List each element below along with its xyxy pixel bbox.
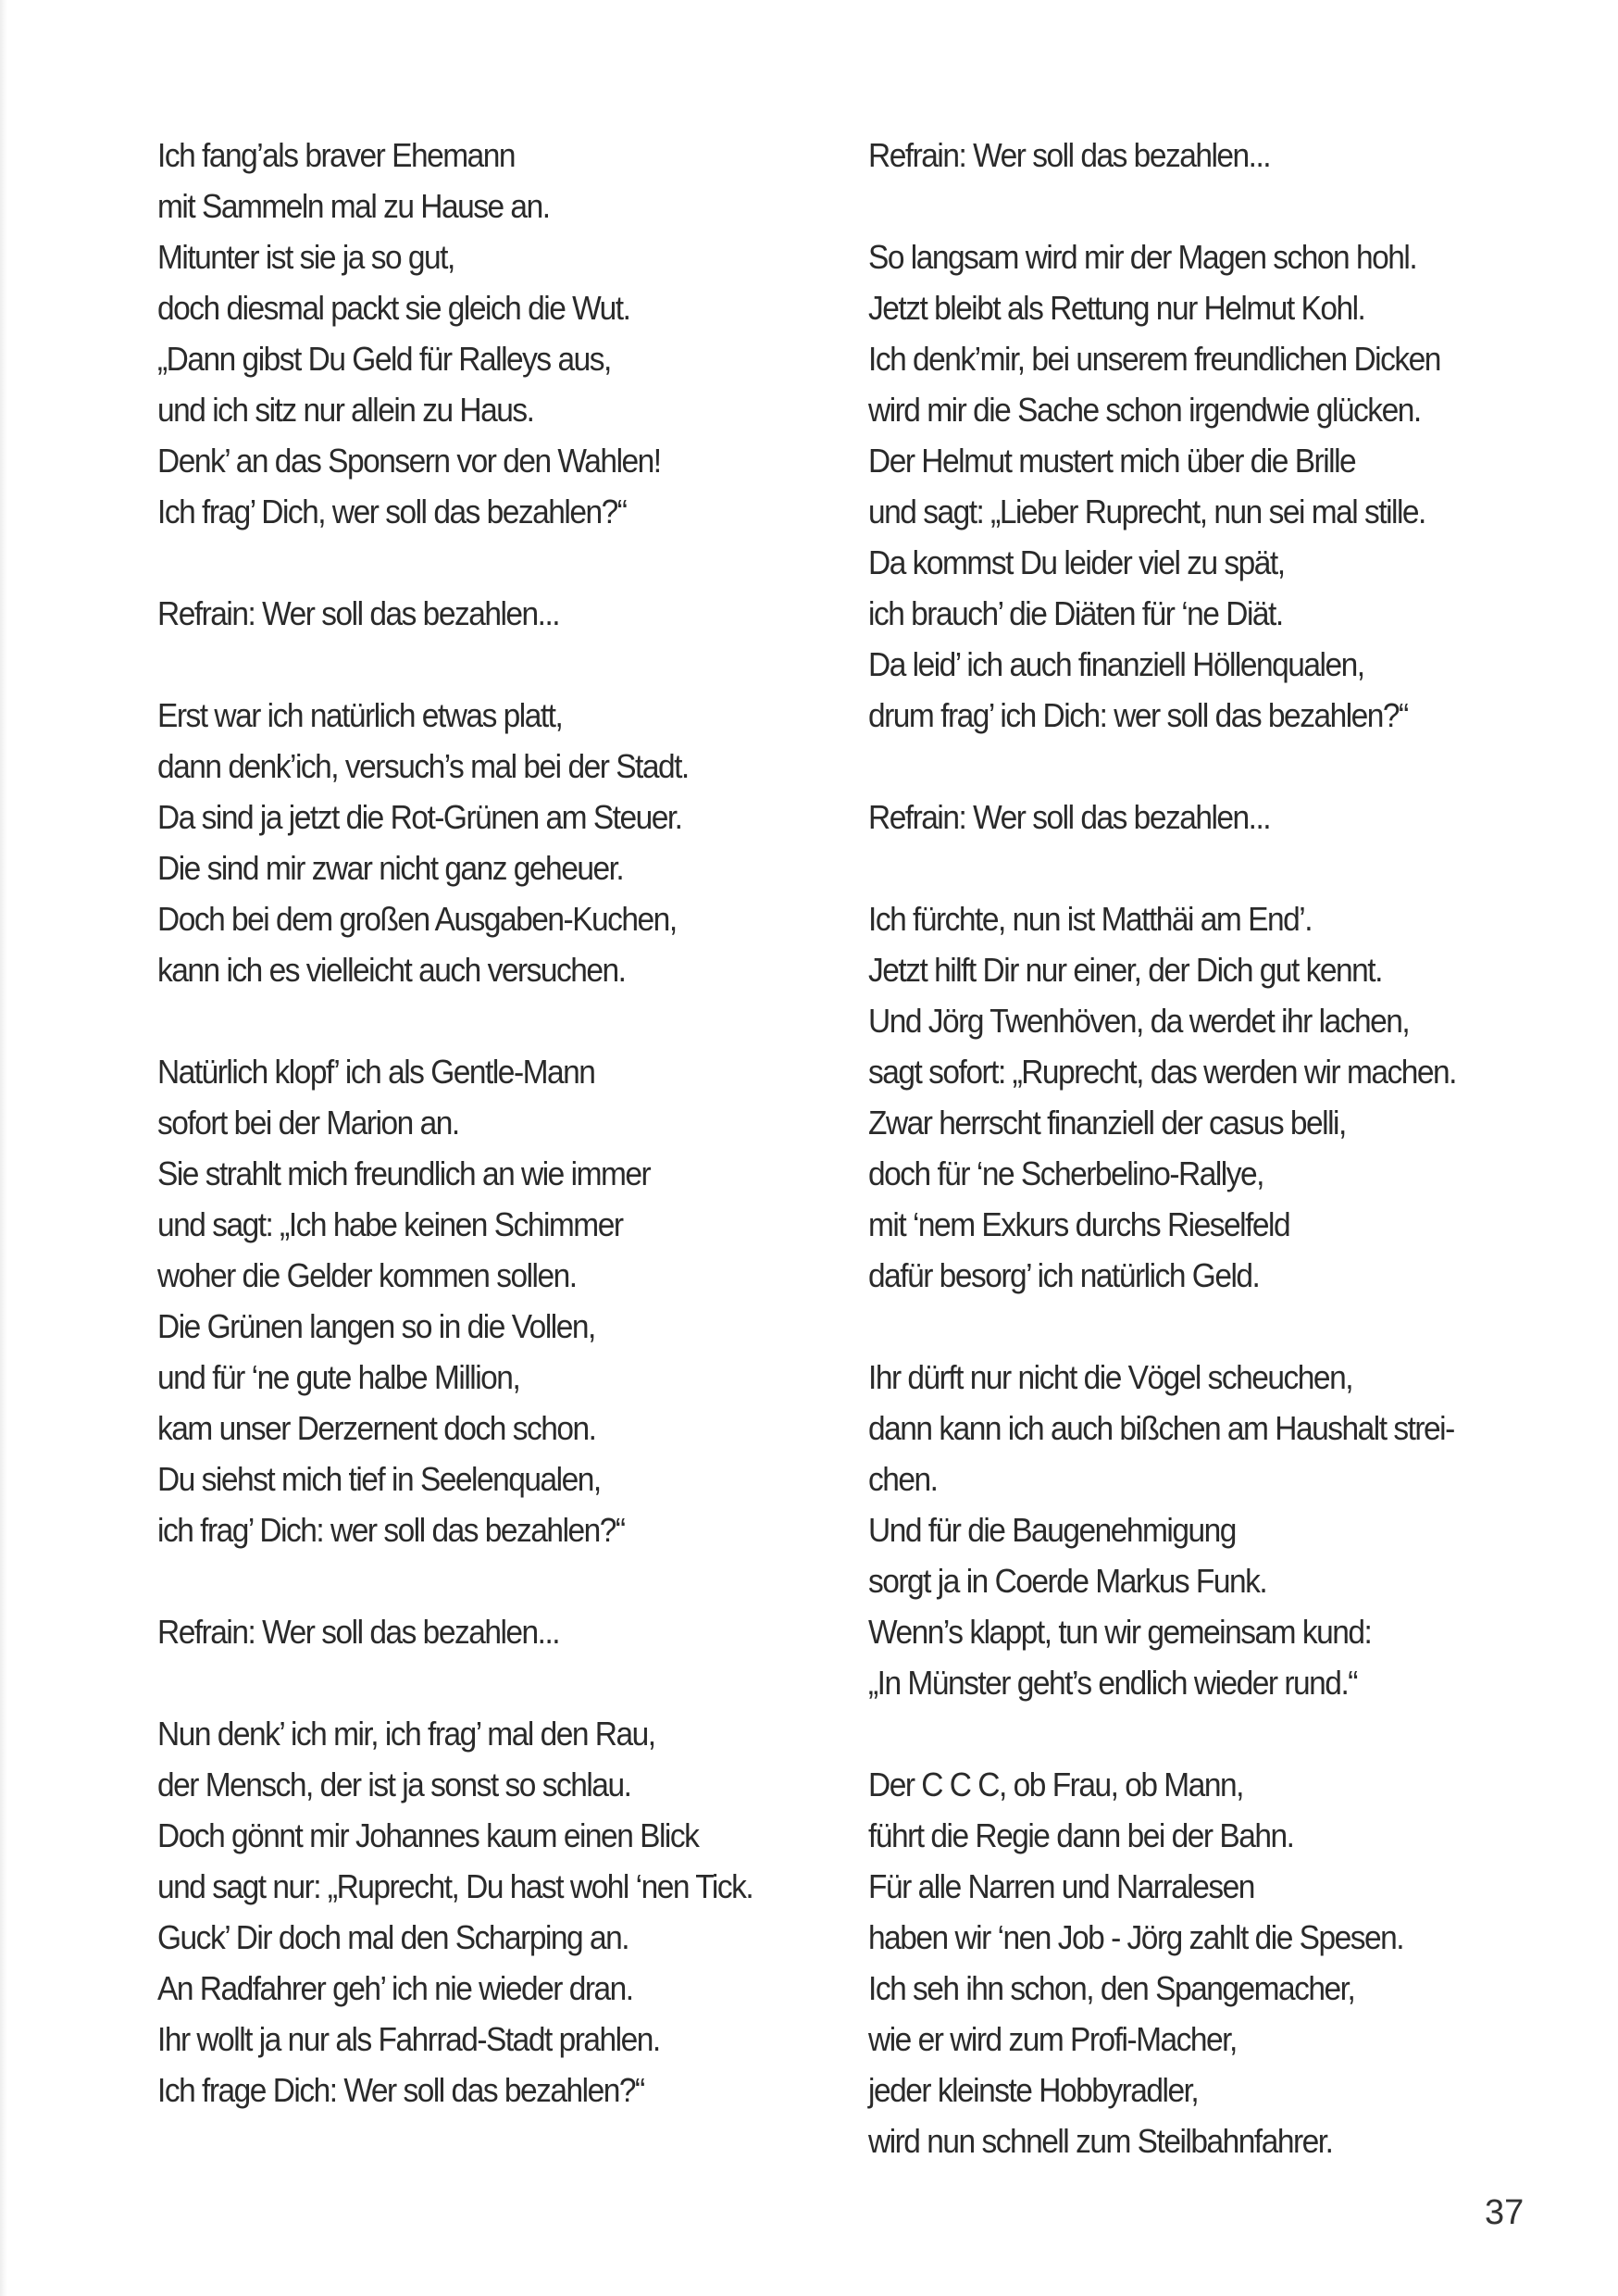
verse-line: und sagt nur: „Ruprecht, Du hast wohl ‘nen Tick.	[157, 1867, 753, 1905]
stanza	[157, 1708, 842, 2115]
verse-line: woher die Gelder kommen sollen.	[157, 1256, 577, 1294]
verse-line: Ich denk’mir, bei unserem freundlichen Dicken	[868, 340, 1440, 378]
verse-line: Und für die Baugenehmigung	[868, 1511, 1236, 1549]
verse-line: drum frag’ ich Dich: wer soll das bezahlen?“	[868, 696, 1408, 734]
verse-line: Da kommst Du leider viel zu spät,	[868, 543, 1285, 581]
verse-line: Der Helmut mustert mich über die Brille	[868, 442, 1356, 480]
verse-line: Die sind mir zwar nicht ganz geheuer.	[157, 849, 624, 887]
verse-line: Refrain: Wer soll das bezahlen...	[868, 136, 1271, 174]
verse-line: So langsam wird mir der Magen schon hohl.	[868, 238, 1417, 276]
verse-line: „Dann gibst Du Geld für Ralleys aus,	[157, 340, 611, 378]
verse-line: wird mir die Sache schon irgendwie glücken.	[868, 391, 1421, 429]
verse-line: und ich sitz nur allein zu Haus.	[157, 391, 534, 429]
stanza	[157, 1606, 842, 1657]
stanza	[868, 130, 1553, 181]
verse-line: Denk’ an das Sponsern vor den Wahlen!	[157, 442, 661, 480]
verse-line: Ich seh ihn schon, den Spangemacher,	[868, 1969, 1355, 2007]
verse-line: Die Grünen langen so in die Vollen,	[157, 1307, 595, 1345]
verse-line: Ihr dürft nur nicht die Vögel scheuchen,	[868, 1358, 1353, 1396]
verse-line: Refrain: Wer soll das bezahlen...	[157, 594, 560, 632]
verse-line: und sagt: „Lieber Ruprecht, nun sei mal stille.	[868, 493, 1425, 530]
verse-line: sorgt ja in Coerde Markus Funk.	[868, 1562, 1267, 1600]
verse-line: Da sind ja jetzt die Rot-Grünen am Steuer.	[157, 798, 682, 836]
stanza	[868, 792, 1553, 842]
verse-line: sofort bei der Marion an.	[157, 1104, 459, 1142]
verse-line: Ihr wollt ja nur als Fahrrad-Stadt prahlen.	[157, 2020, 660, 2058]
verse-line: Ich fang’als braver Ehemann	[157, 136, 516, 174]
verse-line: Refrain: Wer soll das bezahlen...	[157, 1613, 560, 1651]
verse-line: kam unser Derzernent doch schon.	[157, 1409, 596, 1447]
verse-line: Sie strahlt mich freundlich an wie immer	[157, 1154, 651, 1192]
verse-line: chen.	[868, 1460, 938, 1498]
verse-line: doch diesmal packt sie gleich die Wut.	[157, 289, 630, 327]
verse-line: „In Münster geht’s endlich wieder rund.“	[868, 1664, 1357, 1702]
verse-line: dann denk’ich, versuch’s mal bei der Stadt.	[157, 747, 689, 785]
verse-line: jeder kleinste Hobbyradler,	[868, 2071, 1199, 2109]
verse-line: Für alle Narren und Narralesen	[868, 1867, 1254, 1905]
verse-line: sagt sofort: „Ruprecht, das werden wir machen.	[868, 1053, 1456, 1091]
stanza	[868, 893, 1553, 1301]
verse-line: Doch gönnt mir Johannes kaum einen Blick	[157, 1816, 699, 1854]
left-column	[157, 130, 842, 2166]
page-edge	[0, 0, 7, 2296]
verse-line: Ich frag’ Dich, wer soll das bezahlen?“	[157, 493, 627, 530]
right-column	[868, 130, 1553, 2217]
stanza	[157, 1046, 842, 1555]
verse-line: Wenn’s klappt, tun wir gemeinsam kund:	[868, 1613, 1372, 1651]
verse-line: mit Sammeln mal zu Hause an.	[157, 187, 550, 225]
verse-line: haben wir ‘nen Job - Jörg zahlt die Spesen.	[868, 1918, 1404, 1956]
verse-line: Zwar herrscht finanziell der casus belli,	[868, 1104, 1346, 1142]
verse-line: Natürlich klopf’ ich als Gentle-Mann	[157, 1053, 595, 1091]
verse-line: wird nun schnell zum Steilbahnfahrer.	[868, 2122, 1333, 2160]
verse-line: kann ich es vielleicht auch versuchen.	[157, 951, 626, 989]
verse-line: Ich frage Dich: Wer soll das bezahlen?“	[157, 2071, 644, 2109]
verse-line: wie er wird zum Profi-Macher,	[868, 2020, 1237, 2058]
stanza	[868, 231, 1553, 741]
stanza	[157, 130, 842, 537]
verse-line: Erst war ich natürlich etwas platt,	[157, 696, 563, 734]
verse-line: An Radfahrer geh’ ich nie wieder dran.	[157, 1969, 633, 2007]
verse-line: und für ‘ne gute halbe Million,	[157, 1358, 520, 1396]
verse-line: und sagt: „Ich habe keinen Schimmer	[157, 1205, 623, 1243]
verse-line: doch für ‘ne Scherbelino-Rallye,	[868, 1154, 1263, 1192]
verse-line: Doch bei dem großen Ausgaben-Kuchen,	[157, 900, 677, 938]
verse-line: Der C C C, ob Frau, ob Mann,	[868, 1766, 1243, 1803]
verse-line: Mitunter ist sie ja so gut,	[157, 238, 454, 276]
stanza	[868, 1352, 1553, 1708]
stanza	[868, 1759, 1553, 2166]
page-number: 37	[1485, 2193, 1525, 2232]
verse-line: ich frag’ Dich: wer soll das bezahlen?“	[157, 1511, 625, 1549]
verse-line: der Mensch, der ist ja sonst so schlau.	[157, 1766, 631, 1803]
verse-line: dann kann ich auch bißchen am Haushalt strei-	[868, 1409, 1454, 1447]
verse-line: Du siehst mich tief in Seelenqualen,	[157, 1460, 601, 1498]
verse-line: dafür besorg’ ich natürlich Geld.	[868, 1256, 1260, 1294]
verse-line: Ich fürchte, nun ist Matthäi am End’.	[868, 900, 1313, 938]
verse-line: mit ‘nem Exkurs durchs Rieselfeld	[868, 1205, 1290, 1243]
verse-line: Da leid’ ich auch finanziell Höllenqualen,	[868, 645, 1364, 683]
verse-line: Und Jörg Twenhöven, da werdet ihr lachen,	[868, 1002, 1410, 1040]
verse-line: Jetzt bleibt als Rettung nur Helmut Kohl.	[868, 289, 1365, 327]
verse-line: Guck’ Dir doch mal den Scharping an.	[157, 1918, 629, 1956]
verse-line: Nun denk’ ich mir, ich frag’ mal den Rau,	[157, 1715, 655, 1753]
verse-line: führt die Regie dann bei der Bahn.	[868, 1816, 1294, 1854]
verse-line: Refrain: Wer soll das bezahlen...	[868, 798, 1271, 836]
verse-line: ich brauch’ die Diäten für ‘ne Diät.	[868, 594, 1283, 632]
verse-line: Jetzt hilft Dir nur einer, der Dich gut kennt.	[868, 951, 1382, 989]
stanza	[157, 690, 842, 995]
stanza	[157, 588, 842, 639]
